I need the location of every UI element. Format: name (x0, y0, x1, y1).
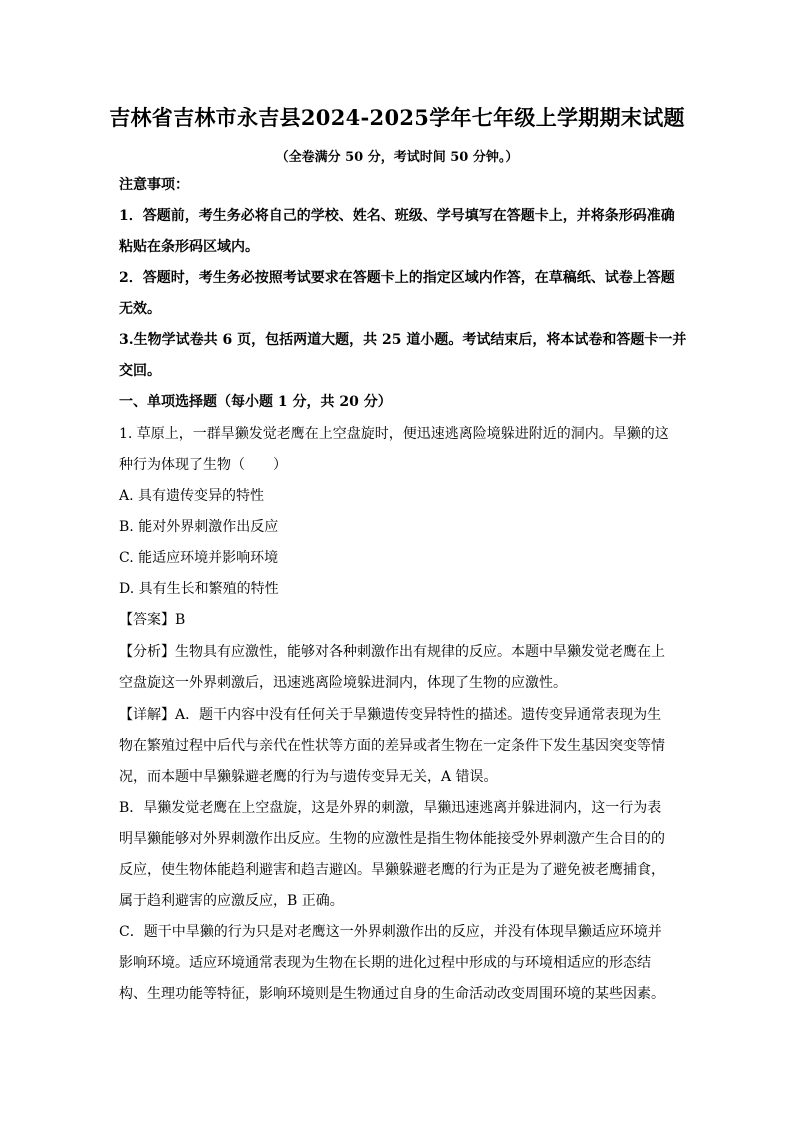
question-1-detail-b-line-4: 属于趋利避害的应激反应，B 正确。 (119, 893, 344, 909)
question-1-analysis-line-2: 空盘旋这一外界刺激后，迅速逃离险境躲进洞内，体现了生物的应激性。 (119, 675, 567, 691)
notice-heading: 注意事项： (119, 177, 189, 193)
question-1-answer: 【答案】B (119, 612, 186, 628)
notice-item-1-line-1: 1．答题前，考生务必将自己的学校、姓名、班级、学号填写在答题卡上，并将条形码准确 (119, 208, 675, 224)
question-1-detail-a-line-2: 物在繁殖过程中后代与亲代在性状等方面的差异或者生物在一定条件下发生基因突变等情 (119, 738, 665, 754)
question-1-detail-b-line-2: 明旱獭能够对外界刺激作出反应。生物的应激性是指生物体能接受外界刺激产生合目的的 (119, 831, 665, 847)
question-1-option-b: B. 能对外界刺激作出反应 (119, 519, 279, 535)
question-1-stem-line-2: 种行为体现了生物（ ） (119, 457, 287, 473)
question-1-detail-b-line-3: 反应，使生物体能趋利避害和趋吉避凶。旱獭躲避老鹰的行为正是为了避免被老鹰捕食， (119, 862, 665, 878)
question-1-option-c: C. 能适应环境并影响环境 (119, 550, 279, 566)
notice-item-3-line-2: 交回。 (119, 363, 161, 379)
question-1-detail-c-line-1: C．题干中旱獭的行为只是对老鹰这一外界刺激作出的反应，并没有体现旱獭适应环境并 (119, 924, 662, 940)
question-1-detail-c-line-3: 构、生理功能等特征，影响环境则是生物通过自身的生命活动改变周围环境的某些因素。 (119, 986, 665, 1002)
question-1-stem-line-1: 1. 草原上，一群旱獭发觉老鹰在上空盘旋时，便迅速逃离险境躲进附近的洞内。旱獭的这 (119, 426, 669, 442)
question-1-option-a: A. 具有遗传变异的特性 (119, 488, 265, 504)
question-1-detail-c-line-2: 影响环境。适应环境通常表现为生物在长期的进化过程中形成的与环境相适应的形态结 (119, 955, 651, 971)
question-1-detail-b-line-1: B．旱獭发觉老鹰在上空盘旋，这是外界的刺激，旱獭迅速逃离并躲进洞内，这一行为表 (119, 800, 662, 816)
question-1-detail-a-line-1: 【详解】A．题干内容中没有任何关于旱獭遗传变异特性的描述。遗传变异通常表现为生 (119, 707, 662, 723)
section-1-heading: 一、单项选择题（每小题 1 分，共 20 分） (119, 394, 392, 410)
question-1-detail-a-line-3: 况，而本题中旱獭躲避老鹰的行为与遗传变异无关，A 错误。 (119, 769, 498, 785)
question-1-analysis-line-1: 【分析】生物具有应激性，能够对各种刺激作出有规律的反应。本题中旱獭发觉老鹰在上 (119, 644, 665, 660)
question-1-option-d: D. 具有生长和繁殖的特性 (119, 581, 279, 597)
exam-subtitle: （全卷满分 50 分，考试时间 50 分钟。） (275, 150, 519, 165)
notice-item-2-line-2: 无效。 (119, 301, 161, 317)
notice-item-1-line-2: 粘贴在条形码区域内。 (119, 239, 259, 255)
exam-title: 吉林省吉林市永吉县2024-2025学年七年级上学期期末试题 (109, 105, 685, 130)
notice-item-2-line-1: 2．答题时，考生务必按照考试要求在答题卡上的指定区域内作答，在草稿纸、试卷上答题 (119, 270, 675, 286)
notice-item-3-line-1: 3.生物学试卷共 6 页，包括两道大题，共 25 道小题。考试结束后，将本试卷和答题卡一并 (119, 332, 687, 348)
